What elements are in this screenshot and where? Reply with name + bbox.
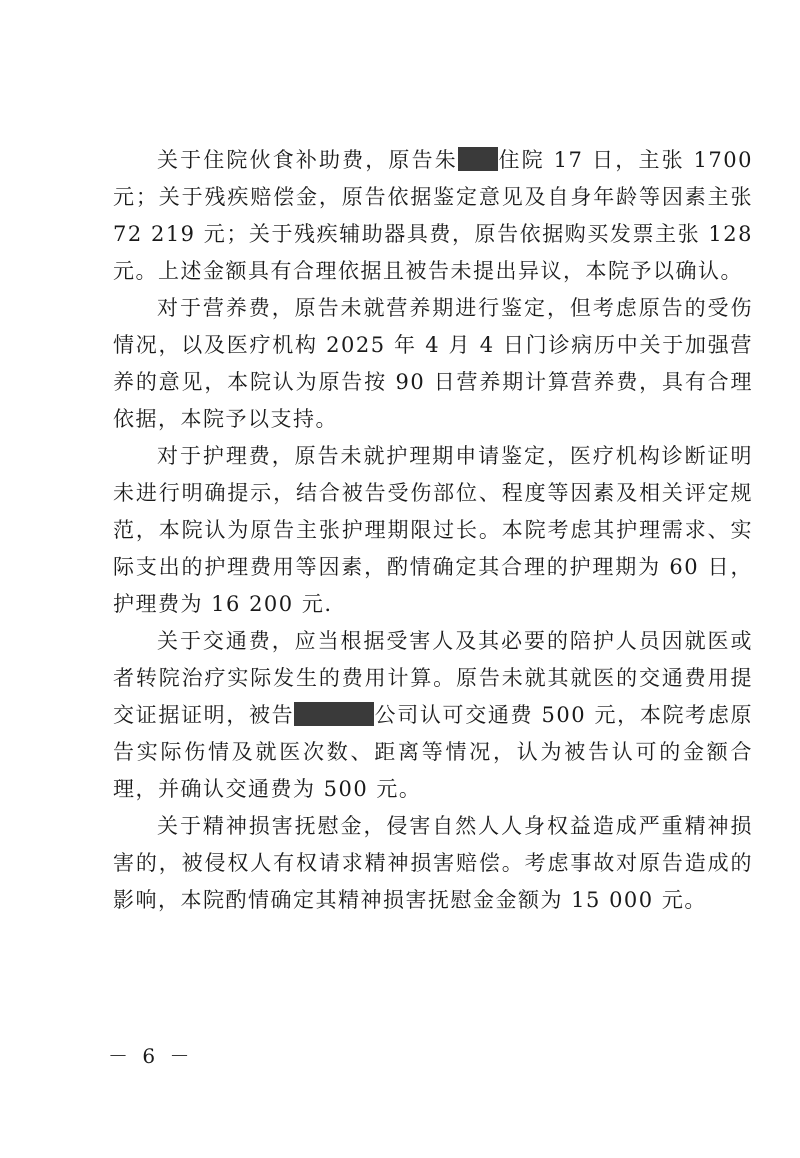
paragraph-text: 关于住院伙食补助费，原告朱 bbox=[157, 148, 458, 172]
redaction-box bbox=[294, 702, 374, 726]
paragraph-mental-damage-compensation bbox=[113, 808, 753, 919]
paragraph-text: 对于营养费，原告未就营养期进行鉴定，但考虑原告的受伤情况，以及医疗机构 2025 年 4 月 4 日门诊病历中关于加强营养的意见，本院认为原告按 90 日营养期计算营养费，具有合理依据，本院予以支持。 bbox=[113, 296, 753, 431]
paragraph-text: 关于精神损害抚慰金，侵害自然人人身权益造成严重精神损害的，被侵权人有权请求精神损害赔偿。考虑事故对原告造成的影响，本院酌情确定其精神损害抚慰金金额为 15 000 元。 bbox=[113, 814, 753, 912]
paragraph-nursing-fee bbox=[113, 438, 753, 623]
paragraph-transportation-fee bbox=[113, 623, 753, 808]
paragraph-hospital-meal-allowance bbox=[113, 142, 753, 290]
redaction-box bbox=[458, 147, 498, 171]
paragraph-text: 关于交通费，应当根据受害人及其必要的陪护人员因就医或者转院治疗实际发生的费用计算。原告未就其就医的交通费用提交证据证明，被告 bbox=[113, 629, 753, 727]
page-number: － 6 － bbox=[108, 1044, 194, 1068]
paragraph-text: 住院 17 日，主张 1700 元；关于残疾赔偿金，原告依据鉴定意见及自身年龄等因素主张 72 219 元；关于残疾辅助器具费，原告依据购买发票主张 128 元。上述金额具有合理依据且被告未提出异议，本院予以确认。 bbox=[113, 148, 753, 283]
document-body bbox=[113, 142, 753, 919]
paragraph-text: 公司认可交通费 500 元，本院考虑原告实际伤情及就医次数、距离等情况，认为被告认可的金额合理，并确认交通费为 500 元。 bbox=[113, 703, 753, 801]
paragraph-nutrition-fee bbox=[113, 290, 753, 438]
paragraph-text: 对于护理费，原告未就护理期申请鉴定，医疗机构诊断证明未进行明确提示，结合被告受伤部位、程度等因素及相关评定规范，本院认为原告主张护理期限过长。本院考虑其护理需求、实际支出的护理费用等因素，酌情确定其合理的护理期为 60 日，护理费为 16 200 元. bbox=[113, 444, 753, 616]
